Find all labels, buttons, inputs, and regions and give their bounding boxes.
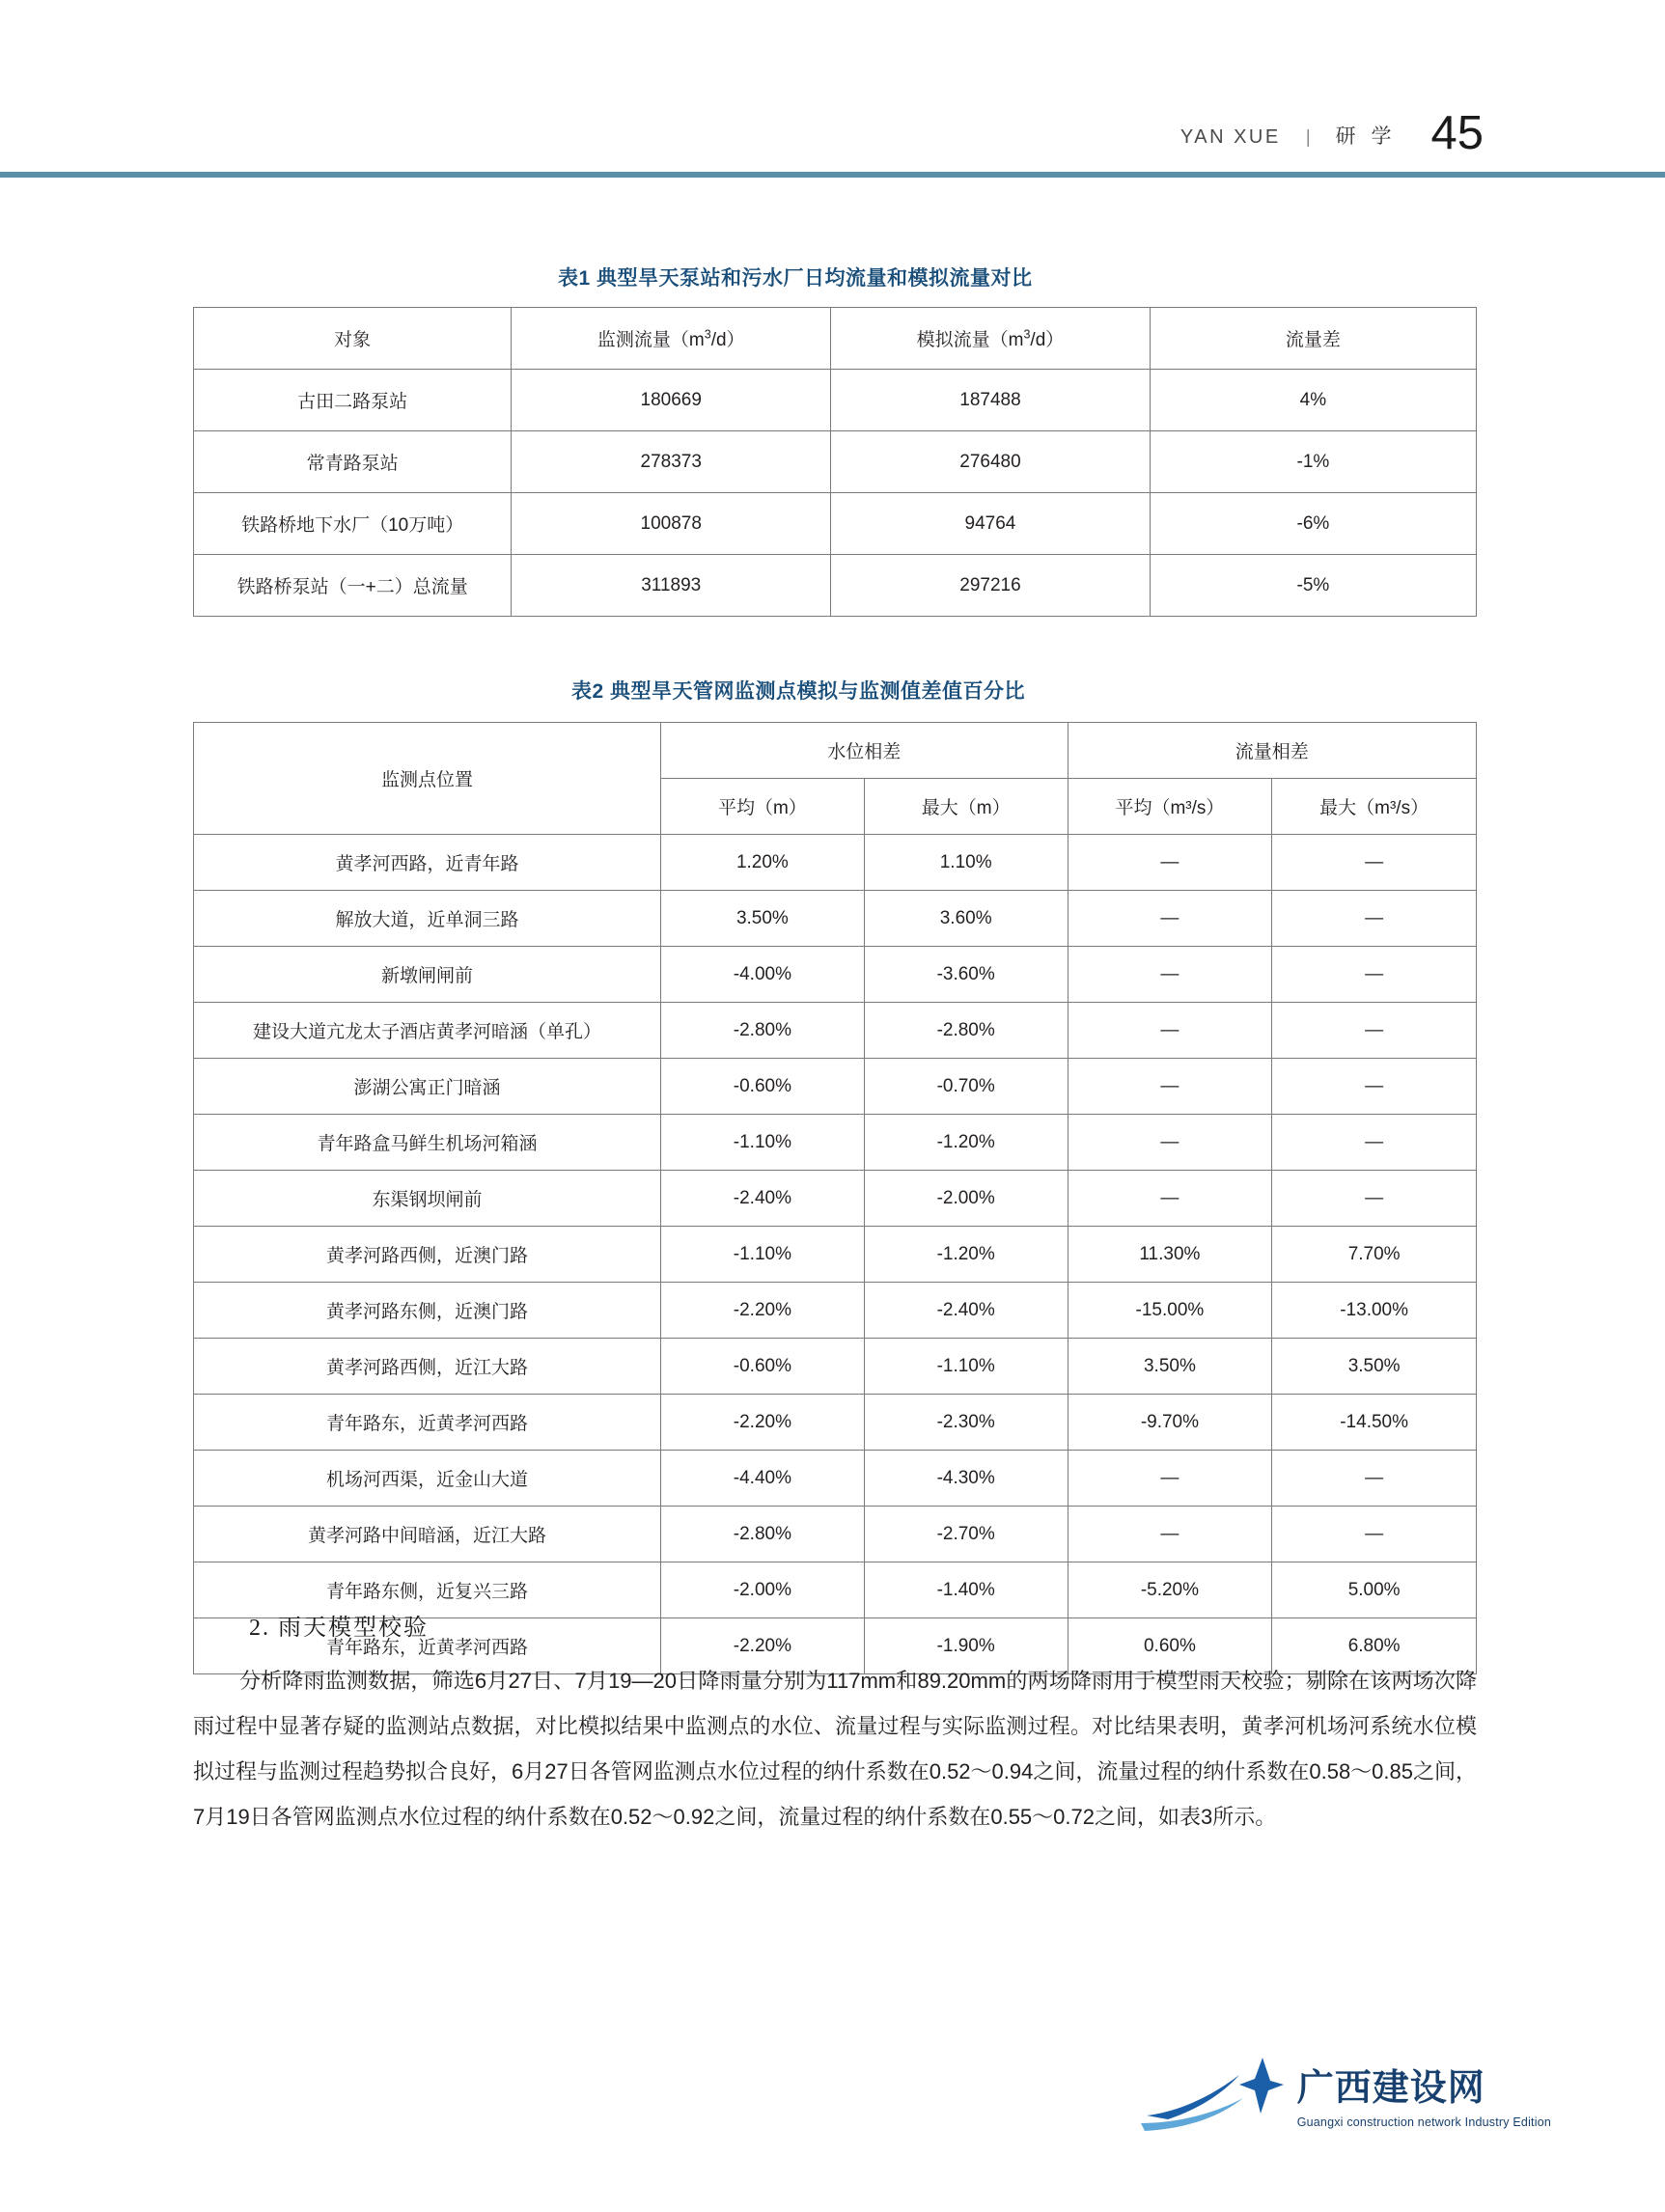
table-row: [194, 1339, 1477, 1395]
cell-location: 黄孝河西路，近青年路: [194, 835, 661, 891]
cell-level-max: -4.30%: [864, 1451, 1068, 1507]
th-flow-difference: 流量差: [1150, 308, 1476, 370]
table-row: [194, 835, 1477, 891]
cell-level-max: -1.20%: [864, 1115, 1068, 1171]
cell-level-max: -0.70%: [864, 1059, 1068, 1115]
cell-location: 新墩闸闸前: [194, 947, 661, 1003]
cell-monitored: 100878: [512, 493, 831, 555]
cell-flow-avg: —: [1068, 1451, 1272, 1507]
table-row: [194, 370, 1477, 431]
cell-level-max: -1.20%: [864, 1227, 1068, 1283]
th-flow-max: 最大（m³/s）: [1272, 779, 1477, 835]
table-row: [194, 1395, 1477, 1451]
page-header: [1179, 100, 1484, 159]
table-row: [194, 1451, 1477, 1507]
cell-object: 铁路桥地下水厂（10万吨）: [194, 493, 512, 555]
cell-flow-avg: 0.60%: [1068, 1618, 1272, 1674]
table-row: [194, 493, 1477, 555]
cell-level-avg: -2.40%: [661, 1171, 865, 1227]
cell-location: 青年路东，近黄孝河西路: [194, 1618, 661, 1674]
table-row: [194, 1283, 1477, 1339]
cell-level-avg: -0.60%: [661, 1339, 865, 1395]
table-row: [194, 1227, 1477, 1283]
cell-location: 青年路东侧，近复兴三路: [194, 1562, 661, 1618]
cell-level-avg: -2.20%: [661, 1395, 865, 1451]
cell-object: 常青路泵站: [194, 431, 512, 493]
cell-location: 黄孝河路西侧，近江大路: [194, 1339, 661, 1395]
th-simulated-flow: 模拟流量$(m^3/d)$: [831, 308, 1151, 370]
table-row: [194, 891, 1477, 947]
star-icon: [1139, 2056, 1284, 2131]
cell-flow-max: —: [1272, 1059, 1477, 1115]
cell-level-avg: 1.20%: [661, 835, 865, 891]
cell-simulated: 187488: [831, 370, 1151, 431]
cell-flow-max: -13.00%: [1272, 1283, 1477, 1339]
cell-flow-avg: —: [1068, 891, 1272, 947]
cell-location: 解放大道，近单洞三路: [194, 891, 661, 947]
cell-monitored: 278373: [512, 431, 831, 493]
cell-level-avg: -2.20%: [661, 1283, 865, 1339]
cell-flow-max: —: [1272, 1115, 1477, 1171]
cell-flow-avg: —: [1068, 1115, 1272, 1171]
table-row: [194, 1171, 1477, 1227]
header-en-label: YAN XUE: [1179, 126, 1281, 148]
cell-simulated: 94764: [831, 493, 1151, 555]
cell-level-max: -1.90%: [864, 1618, 1068, 1674]
table-row: [194, 1115, 1477, 1171]
cell-level-avg: -2.20%: [661, 1618, 865, 1674]
section-title: 2. 雨天模型校验: [249, 1616, 429, 1641]
body-paragraph: 分析降雨监测数据，筛选6月27日、7月19—20日降雨量分别为117mm和89.20mm的两场降雨用于模型雨天校验；剔除在该两场次降雨过程中显著存疑的监测站点数据，对比模拟结果中监测点的水位、流量过程与实际监测过程。对比结果表明，黄孝河机场河系统水位模拟过程与监测过程趋势拟合良好，6月27日各管网监测点水位过程的纳什系数在0.52～0.94之间，流量过程的纳什系数在0.58～0.85之间，7月19日各管网监测点水位过程的纳什系数在0.52～0.92之间，流量过程的纳什系数在0.55～0.72之间，如表3所示。: [193, 1669, 1477, 1829]
logo-en-label: Guangxi construction network Industry Edition: [1296, 2115, 1551, 2129]
cell-location: 黄孝河路东侧，近澳门路: [194, 1283, 661, 1339]
cell-level-avg: -1.10%: [661, 1227, 865, 1283]
cell-difference: -1%: [1150, 431, 1476, 493]
cell-level-avg: -2.80%: [661, 1003, 865, 1059]
table-row: [194, 1059, 1477, 1115]
table-header-row-top: [194, 723, 1477, 779]
cell-flow-max: —: [1272, 1507, 1477, 1562]
cell-location: 澎湖公寓正门暗涵: [194, 1059, 661, 1115]
cell-flow-avg: -15.00%: [1068, 1283, 1272, 1339]
cell-level-avg: -4.40%: [661, 1451, 865, 1507]
cell-level-max: -3.60%: [864, 947, 1068, 1003]
cell-flow-max: —: [1272, 1171, 1477, 1227]
cell-simulated: 297216: [831, 555, 1151, 617]
table1-caption: 表1 典型旱天泵站和污水厂日均流量和模拟流量对比: [558, 267, 1033, 290]
table-row: [194, 555, 1477, 617]
cell-object: 古田二路泵站: [194, 370, 512, 431]
cell-location: 机场河西渠，近金山大道: [194, 1451, 661, 1507]
cell-object: 铁路桥泵站（一+二）总流量: [194, 555, 512, 617]
cell-flow-max: —: [1272, 947, 1477, 1003]
th-location: 监测点位置: [194, 723, 661, 835]
th-group-water-level: 水位相差: [661, 723, 1068, 779]
th-flow-avg: 平均（m³/s）: [1068, 779, 1272, 835]
cell-flow-avg: —: [1068, 1003, 1272, 1059]
cell-flow-avg: —: [1068, 835, 1272, 891]
cell-flow-avg: —: [1068, 1507, 1272, 1562]
cell-difference: 4%: [1150, 370, 1476, 431]
logo-cn-label: 广西建设网: [1296, 2068, 1485, 2109]
table-header-row: [194, 308, 1477, 370]
cell-flow-avg: -5.20%: [1068, 1562, 1272, 1618]
table-monitoring-point-difference: [193, 722, 1477, 1674]
cell-location: 建设大道亢龙太子酒店黄孝河暗涵（单孔）: [194, 1003, 661, 1059]
cell-level-avg: 3.50%: [661, 891, 865, 947]
header-separator: |: [1305, 127, 1311, 148]
cell-level-avg: -2.00%: [661, 1562, 865, 1618]
cell-flow-max: -14.50%: [1272, 1395, 1477, 1451]
cell-flow-max: —: [1272, 835, 1477, 891]
cell-location: 青年路东，近黄孝河西路: [194, 1395, 661, 1451]
cell-level-max: -2.80%: [864, 1003, 1068, 1059]
cell-difference: -5%: [1150, 555, 1476, 617]
cell-level-avg: -4.00%: [661, 947, 865, 1003]
cell-level-avg: -1.10%: [661, 1115, 865, 1171]
cell-level-max: -1.10%: [864, 1339, 1068, 1395]
table-row: [194, 431, 1477, 493]
cell-flow-max: —: [1272, 1451, 1477, 1507]
table-row: [194, 1003, 1477, 1059]
cell-level-avg: -0.60%: [661, 1059, 865, 1115]
cell-flow-avg: 3.50%: [1068, 1339, 1272, 1395]
cell-location: 黄孝河路中间暗涵，近江大路: [194, 1507, 661, 1562]
cell-flow-avg: 11.30%: [1068, 1227, 1272, 1283]
cell-flow-max: —: [1272, 1003, 1477, 1059]
header-rule: [0, 172, 1665, 178]
cell-monitored: 311893: [512, 555, 831, 617]
cell-flow-avg: —: [1068, 1059, 1272, 1115]
th-monitored-flow: 监测流量$(m^3/d)$: [512, 308, 831, 370]
cell-flow-max: 7.70%: [1272, 1227, 1477, 1283]
table-dry-weather-flow: [193, 307, 1477, 617]
cell-location: 东渠钢坝闸前: [194, 1171, 661, 1227]
cell-difference: -6%: [1150, 493, 1476, 555]
cell-flow-avg: -9.70%: [1068, 1395, 1272, 1451]
footer-logo: [1139, 2056, 1551, 2131]
cell-flow-max: 5.00%: [1272, 1562, 1477, 1618]
cell-level-max: -1.40%: [864, 1562, 1068, 1618]
th-level-avg: 平均（m）: [661, 779, 865, 835]
table2-caption: 表2 典型旱天管网监测点模拟与监测值差值百分比: [571, 680, 1026, 703]
th-level-max: 最大（m）: [864, 779, 1068, 835]
header-cn-label: 研 学: [1335, 125, 1397, 148]
th-group-flow: 流量相差: [1068, 723, 1476, 779]
th-object: 对象: [194, 308, 512, 370]
cell-level-max: 3.60%: [864, 891, 1068, 947]
cell-flow-max: —: [1272, 891, 1477, 947]
logo-text: [1297, 2067, 1551, 2131]
cell-level-max: 1.10%: [864, 835, 1068, 891]
cell-level-max: -2.40%: [864, 1283, 1068, 1339]
cell-level-avg: -2.80%: [661, 1507, 865, 1562]
table-row: [194, 1507, 1477, 1562]
cell-monitored: 180669: [512, 370, 831, 431]
table-row: [194, 947, 1477, 1003]
cell-level-max: -2.00%: [864, 1171, 1068, 1227]
cell-flow-max: 3.50%: [1272, 1339, 1477, 1395]
cell-location: 黄孝河路西侧，近澳门路: [194, 1227, 661, 1283]
cell-flow-avg: —: [1068, 947, 1272, 1003]
cell-level-max: -2.30%: [864, 1395, 1068, 1451]
cell-location: 青年路盒马鲜生机场河箱涵: [194, 1115, 661, 1171]
page-number: 45: [1430, 107, 1484, 159]
cell-simulated: 276480: [831, 431, 1151, 493]
cell-flow-avg: —: [1068, 1171, 1272, 1227]
cell-level-max: -2.70%: [864, 1507, 1068, 1562]
cell-flow-max: 6.80%: [1272, 1618, 1477, 1674]
